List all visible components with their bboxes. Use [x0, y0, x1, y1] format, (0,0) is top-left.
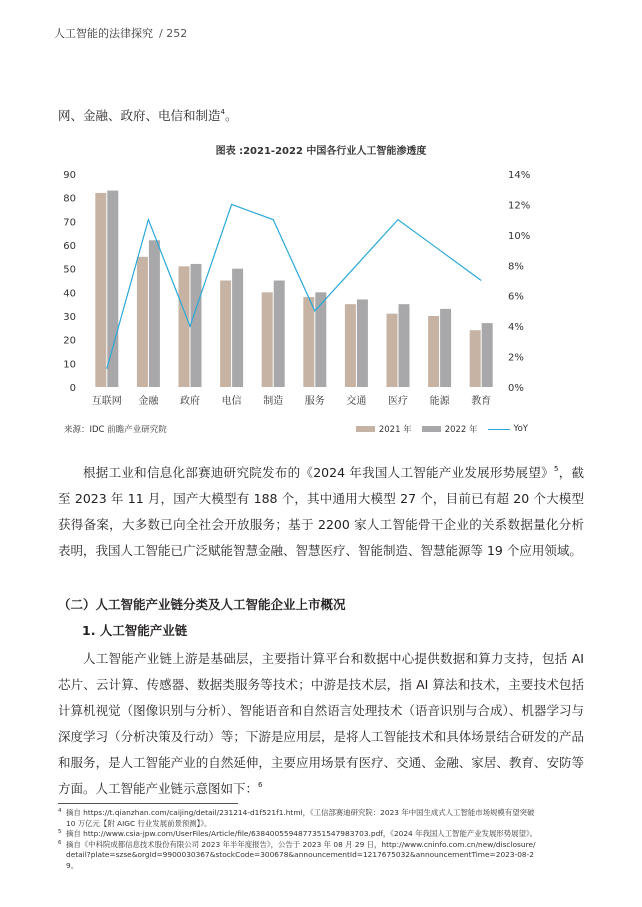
x-tick-label: 政府	[180, 396, 200, 407]
intro-body: 网、金融、政府、电信和制造	[58, 108, 221, 123]
y-right-tick-label: 4%	[508, 322, 524, 334]
bar-2022-3	[232, 269, 243, 387]
running-header	[54, 25, 187, 41]
paragraph-1	[58, 460, 584, 564]
legend-swatch-yoy	[488, 429, 510, 430]
legend-label-2021: 2021 年	[378, 425, 412, 435]
footnotes	[58, 808, 538, 872]
paragraph-2	[58, 646, 584, 802]
bar-2022-0	[107, 191, 118, 387]
legend-item-2021	[356, 423, 412, 435]
y-left-tick-label: 60	[63, 241, 76, 252]
paragraph-1-a: 根据工业和信息化部赛迪研究院发布的《2024 年我国人工智能产业发展形势展望》	[83, 465, 554, 480]
x-tick-label: 金融	[138, 396, 159, 407]
bar-2021-9	[470, 330, 481, 387]
book-title: 人工智能的法律探究	[54, 27, 153, 40]
y-right-tick-label: 14%	[508, 170, 531, 181]
footnote-ref-4[interactable]: 4	[220, 108, 225, 116]
footnote-divider	[58, 803, 238, 804]
y-left-tick-label: 70	[63, 217, 76, 229]
bar-2021-5	[303, 297, 314, 387]
y-right-tick-label: 12%	[508, 200, 531, 212]
bar-2021-6	[345, 304, 356, 387]
y-left-tick-label: 0	[69, 383, 76, 394]
bar-2021-2	[179, 266, 190, 387]
y-right-tick-label: 6%	[508, 291, 524, 303]
bar-2021-0	[95, 193, 106, 387]
chart-legend	[356, 423, 528, 435]
chart-title: 图表 :2021-2022 中国各行业人工智能渗透度	[215, 146, 427, 157]
y-left-tick-label: 30	[63, 312, 76, 323]
y-right-tick-label: 0%	[508, 383, 524, 394]
bar-2022-4	[274, 281, 285, 388]
y-right-tick-label: 2%	[508, 352, 524, 364]
y-right-tick-label: 10%	[508, 230, 531, 242]
x-tick-label: 服务	[304, 396, 325, 407]
y-left-tick-label: 40	[63, 288, 76, 300]
y-left-tick-label: 90	[63, 170, 76, 181]
legend-label-yoy: YoY	[513, 424, 528, 434]
paragraph-1-b: ，截至 2023 年 11 月，国产大模型有 188 个，其中通用大模型 27 个，目前已有超 20 个大模型获得备案，大多数已向全社会开放服务；基于 2200 家人工智能骨干企业的关系数据量化分析表明，我国人工智能已广泛赋能智慧金融、智慧医疗、智能制造、智慧能源等 19 个应用领域。	[58, 465, 584, 558]
bar-2022-5	[315, 292, 326, 387]
legend-item-2022	[422, 423, 478, 435]
subsection-heading: 1. 人工智能产业链	[82, 623, 188, 638]
bar-2022-6	[357, 299, 368, 387]
bar-2021-4	[262, 292, 273, 387]
chart-source: 来源：IDC 前瞻产业研究院	[64, 425, 167, 435]
x-tick-label: 教育	[471, 396, 492, 407]
bar-2021-8	[428, 316, 439, 387]
bar-2021-1	[137, 257, 148, 387]
bar-2022-8	[440, 309, 451, 387]
footnote-5	[58, 829, 538, 840]
x-tick-label: 互联网	[91, 396, 122, 407]
footnote-ref-5[interactable]: 5	[553, 465, 559, 473]
paragraph-2-text: 人工智能产业链上游是基础层，主要指计算平台和数据中心提供数据和算力支持，包括 AI 芯片、云计算、传感器、数据类服务等技术；中游是技术层，指 AI 算法和技术，主要技术包括计算机视觉（图像识别与分析）、智能语音和自然语言处理技术（语音识别与合成）、机器学习与深度学习（分析决策及行动）等；下游是应用层，是将人工智能技术和具体场景结合研发的产品和服务，是人工智能产业的自然延伸，主要应用场景有医疗、交通、金融、家居、教育、安防等方面。人工智能产业链示意图如下：	[58, 651, 584, 796]
x-tick-label: 制造	[263, 396, 284, 407]
page-number: / 252	[159, 27, 188, 40]
section-heading: （二）人工智能产业链分类及人工智能企业上市概况	[58, 597, 346, 612]
footnote-ref-6[interactable]: 6	[258, 781, 263, 789]
legend-swatch-2021	[356, 426, 375, 432]
bar-2022-1	[149, 240, 160, 387]
footnote-5-number: 5	[58, 829, 62, 836]
y-left-tick-label: 20	[63, 335, 76, 347]
legend-item-yoy	[488, 424, 528, 434]
bar-2021-7	[387, 314, 398, 387]
intro-text	[58, 106, 238, 124]
x-tick-label: 电信	[221, 396, 242, 407]
x-tick-label: 医疗	[388, 396, 408, 407]
bar-2022-9	[482, 323, 493, 387]
bar-2021-3	[220, 281, 231, 388]
yoy-line	[107, 204, 481, 368]
y-left-tick-label: 10	[63, 359, 76, 371]
footnote-6	[58, 840, 538, 872]
y-left-tick-label: 80	[63, 193, 76, 205]
footnote-5-text: 摘自 http://www.csia-jpw.com/UserFiles/Article/file/6384005594877351547983703.pdf，《2024 年我国人工智能产业发展形势展望》。	[66, 829, 538, 839]
footnote-4-text: 摘自 https://t.qianzhan.com/caijing/detail/231214-d1f521f1.html，《工信部赛迪研究院：2023 年中国生成式人工智能市场规模有望突破 10 万亿元【附 AIGC 行业发展前景预测】》。	[66, 808, 535, 828]
x-tick-label: 交通	[346, 396, 367, 407]
bar-2022-2	[191, 264, 202, 387]
chart	[0, 160, 642, 422]
footnote-6-text: 摘自《中科院成都信息技术股份有限公司 2023 年半年度报告》，公告于 2023 年 08 月 29 日，http://www.cninfo.com.cn/new/disclosure/detail?plate=szse&orgId=9900030367&stockCode=300678&announcementId=1217675032&announcementTime=2023-08-29。	[66, 839, 536, 870]
y-left-tick-label: 50	[63, 264, 76, 276]
y-right-tick-label: 8%	[508, 261, 524, 273]
legend-swatch-2022	[422, 426, 441, 432]
bar-2022-7	[399, 304, 410, 387]
intro-end: 。	[224, 108, 238, 123]
footnote-6-number: 6	[58, 839, 62, 846]
footnote-4	[58, 808, 538, 829]
x-tick-label: 能源	[429, 396, 450, 407]
legend-label-2022: 2022 年	[444, 425, 478, 435]
chart-legend-row	[64, 423, 528, 437]
footnote-4-number: 4	[58, 808, 62, 814]
